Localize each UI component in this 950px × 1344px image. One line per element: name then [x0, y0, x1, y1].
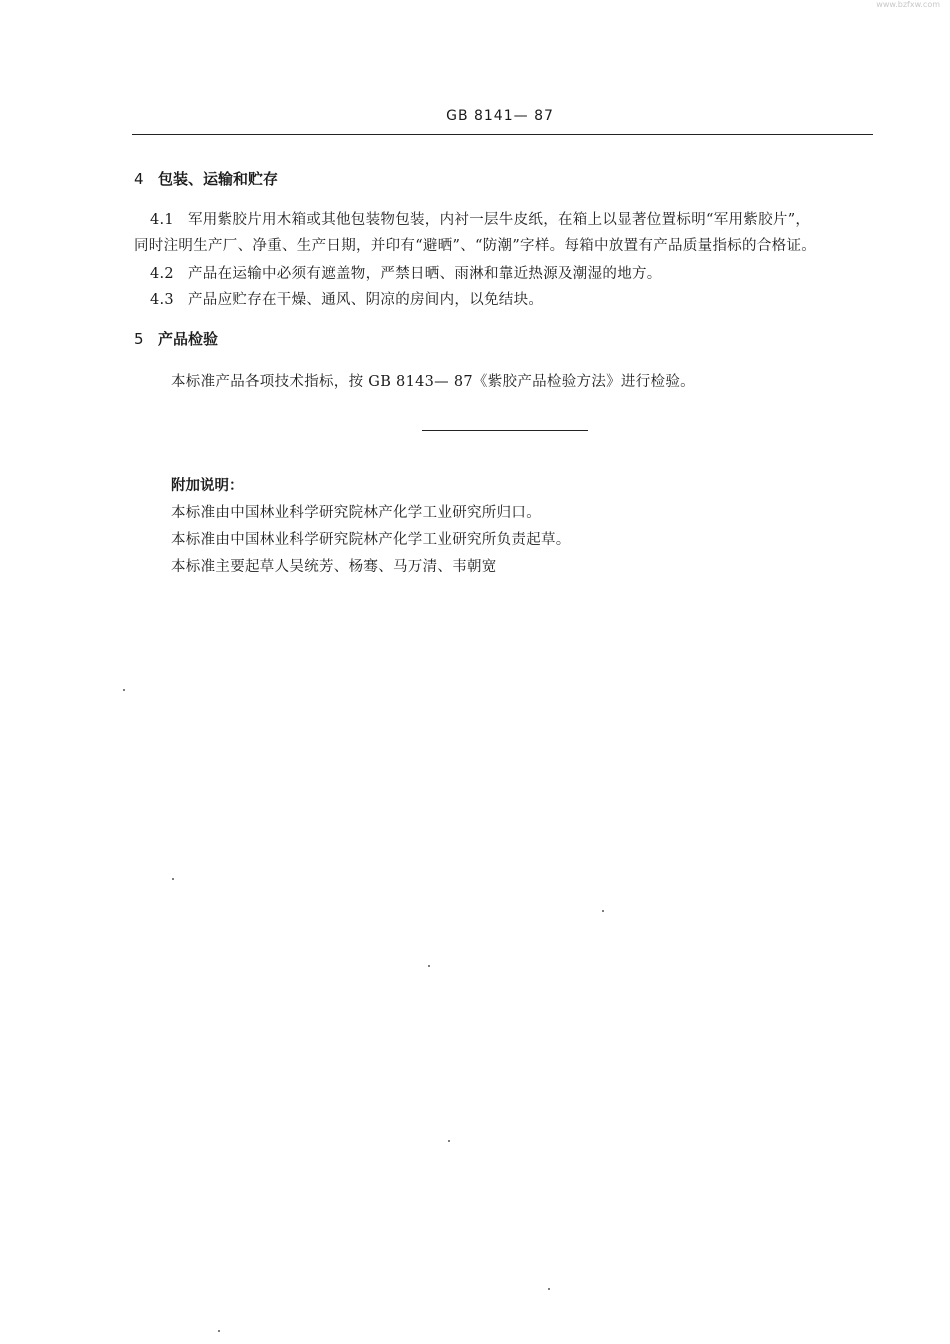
- notes-heading: 附加说明：: [171, 478, 244, 494]
- scan-speck: [602, 910, 604, 912]
- clause-4-1-continued: 同时注明生产厂、净重、生产日期，并印有“避晒”、“防潮”字样。每箱中放置有产品质量指标的合格证。: [134, 238, 817, 254]
- header-rule: [132, 134, 873, 135]
- clause-number: 4.3: [150, 292, 174, 308]
- scan-speck: [448, 1140, 450, 1142]
- clause-number: 4.1: [150, 212, 174, 228]
- notes-line: 本标准由中国林业科学研究院林产化学工业研究所负责起草。: [171, 532, 571, 548]
- clause-text: 产品在运输中必须有遮盖物，严禁日晒、雨淋和靠近热源及潮湿的地方。: [188, 266, 662, 282]
- clause-number: 4.2: [150, 266, 174, 282]
- clause-text: 产品应贮存在干燥、通风、阴凉的房间内，以免结块。: [188, 292, 544, 308]
- notes-line: 本标准主要起草人吴统芳、杨骞、马万清、韦朝宽: [171, 559, 497, 575]
- section-title: 产品检验: [158, 330, 219, 348]
- scan-speck: [548, 1288, 550, 1290]
- scan-speck: [218, 1330, 220, 1332]
- section-number: 4: [134, 170, 144, 188]
- scan-speck: [123, 689, 125, 691]
- clause-4-1: [150, 208, 810, 229]
- section-number: 5: [134, 330, 144, 348]
- clause-text: 军用紫胶片用木箱或其他包装物包装，内衬一层牛皮纸，在箱上以显著位置标明“军用紫胶片”，: [188, 212, 811, 228]
- scan-speck: [428, 965, 430, 967]
- section-5-heading: [134, 328, 218, 349]
- section-title: 包装、运输和贮存: [158, 170, 279, 188]
- end-rule: [422, 430, 588, 431]
- clause-4-2: [150, 262, 662, 283]
- notes-line: 本标准由中国林业科学研究院林产化学工业研究所归口。: [171, 505, 541, 521]
- section-5-body: 本标准产品各项技术指标，按 GB 8143— 87《紫胶产品检验方法》进行检验。: [171, 374, 695, 390]
- watermark-url: www.bzfxw.com: [876, 0, 940, 9]
- scan-speck: [172, 878, 174, 880]
- section-4-heading: [134, 168, 278, 189]
- standard-code-header: GB 8141— 87: [446, 108, 554, 124]
- clause-4-3: [150, 288, 543, 309]
